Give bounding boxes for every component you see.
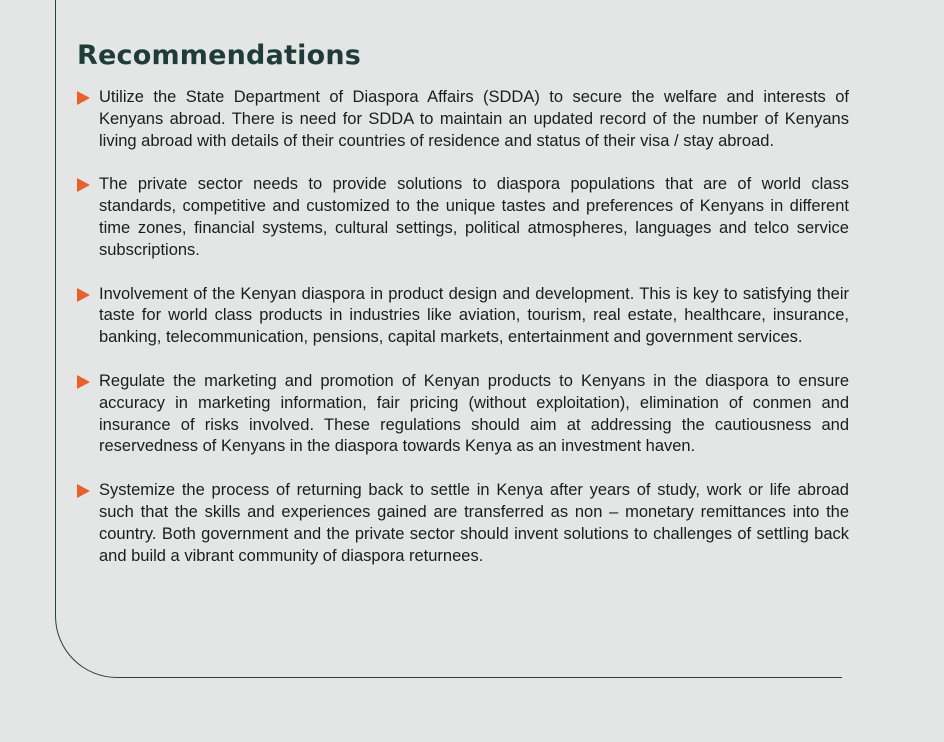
list-item xyxy=(77,87,849,152)
arrow-right-icon xyxy=(77,178,90,192)
recommendation-text: Systemize the process of returning back to settle in Kenya after years of study, work or life abroad such that the skills and experiences gained are transferred as non – monetary remittances into the country. Both government and the private sector should invent solutions to challenges of settling back and build a vibrant community of diaspora returnees. xyxy=(99,481,849,565)
list-item xyxy=(77,371,849,458)
list-item xyxy=(77,174,849,261)
arrow-right-icon xyxy=(77,91,90,105)
recommendation-text: The private sector needs to provide solutions to diaspora populations that are of world class standards, competitive and customized to the unique tastes and preferences of Kenyans in different time zones, financial systems, cultural settings, political atmospheres, languages and telco service subscriptions. xyxy=(99,175,849,259)
arrow-right-icon xyxy=(77,484,90,498)
recommendation-text: Utilize the State Department of Diaspora Affairs (SDDA) to secure the welfare and interests of Kenyans abroad. There is need for SDDA to maintain an updated record of the number of Kenyans living abroad with details of their countries of residence and status of their visa / stay abroad. xyxy=(99,88,849,150)
recommendations-list xyxy=(77,87,849,589)
page-title: Recommendations xyxy=(77,40,362,71)
recommendation-text: Involvement of the Kenyan diaspora in product design and development. This is key to satisfying their taste for world class products in industries like aviation, tourism, real estate, healthcare, insurance, banking, telecommunication, pensions, capital markets, entertainment and government services. xyxy=(99,284,849,347)
arrow-right-icon xyxy=(77,375,90,389)
recommendation-text: Regulate the marketing and promotion of Kenyan products to Kenyans in the diaspora to ensure accuracy in marketing information, fair pricing (without exploitation), elimination of conmen and insurance of risks involved. These regulations should aim at addressing the cautiousness and reservedness of Kenyans in the diaspora towards Kenya as an investment haven. xyxy=(99,371,849,456)
list-item xyxy=(77,480,849,567)
list-item xyxy=(77,284,849,349)
arrow-right-icon xyxy=(77,288,90,302)
